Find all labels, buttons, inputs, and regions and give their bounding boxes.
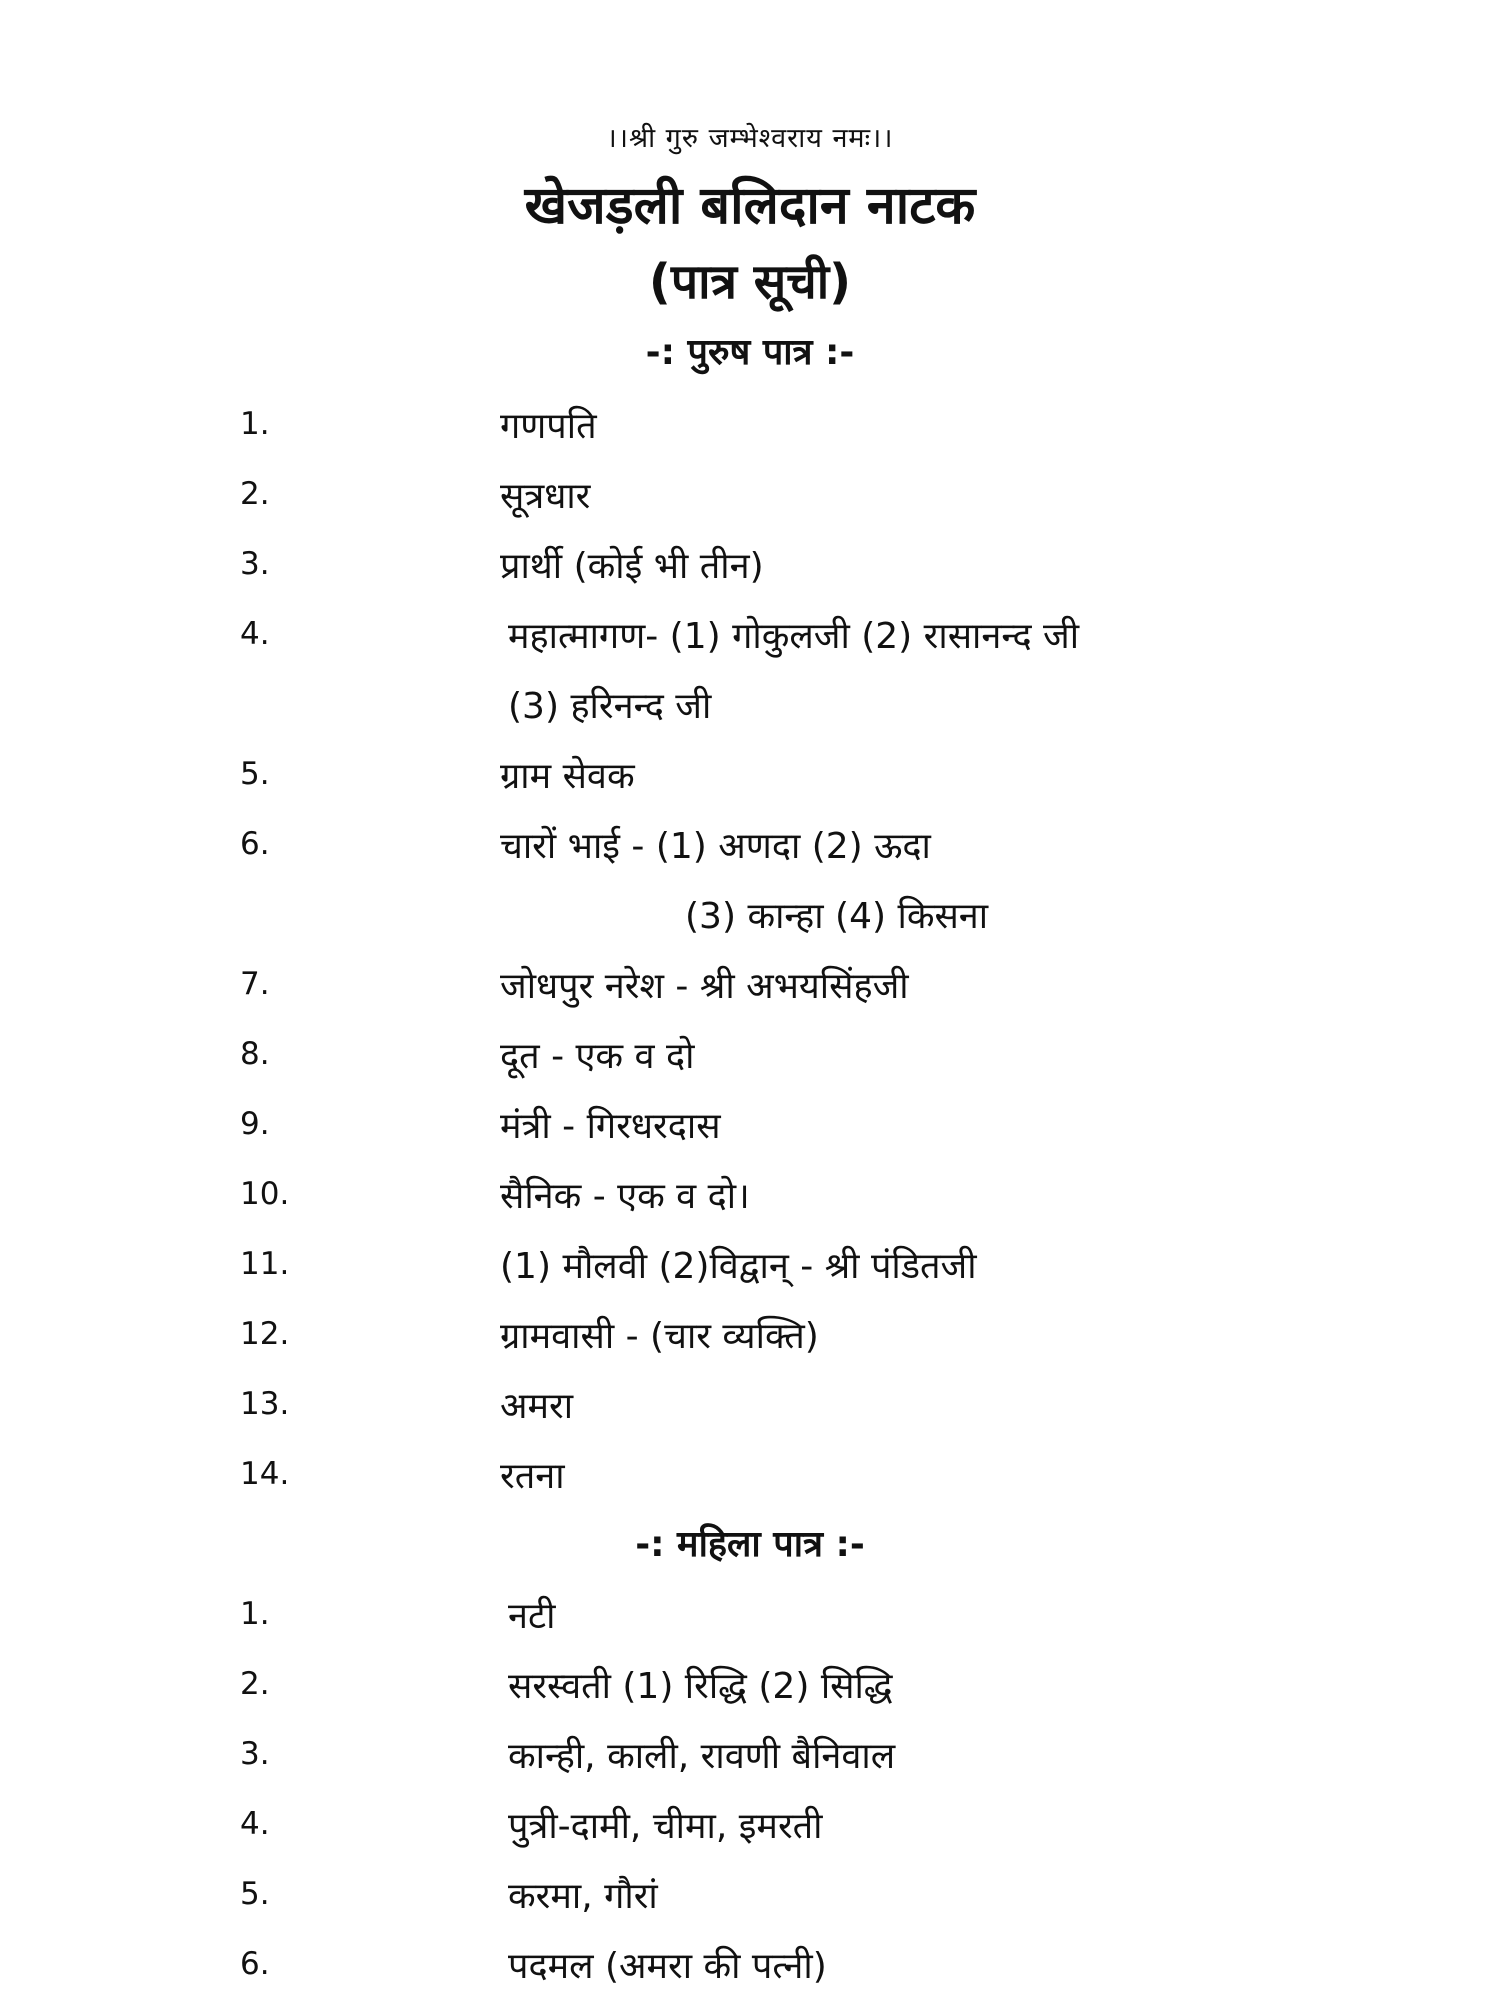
page-title: खेजड़ली बलिदान नाटक bbox=[524, 176, 976, 236]
list-item bbox=[0, 1730, 1500, 1780]
item-text: महात्मागण- (1) गोकुलजी (2) रासानन्द जी bbox=[508, 616, 1080, 657]
item-number: 5. bbox=[240, 756, 270, 792]
item-text-continuation: (3) हरिनन्द जी bbox=[508, 686, 712, 727]
list-item bbox=[0, 1450, 1500, 1500]
item-text: अमरा bbox=[500, 1386, 574, 1427]
list-item-continuation bbox=[0, 890, 1500, 940]
list-item bbox=[0, 470, 1500, 520]
list-item bbox=[0, 1940, 1500, 1990]
item-text: करमा, गौरां bbox=[508, 1876, 658, 1917]
item-number: 12. bbox=[240, 1316, 290, 1352]
item-text: (1) मौलवी (2)विद्वान् - श्री पंडितजी bbox=[500, 1246, 977, 1287]
item-number: 8. bbox=[240, 1036, 270, 1072]
list-item bbox=[0, 610, 1500, 660]
item-text: गणपति bbox=[500, 406, 597, 447]
female-section-heading: -: महिला पात्र :- bbox=[635, 1524, 865, 1565]
item-text: दूत - एक व दो bbox=[500, 1036, 695, 1077]
list-item bbox=[0, 1030, 1500, 1080]
list-item bbox=[0, 540, 1500, 590]
item-number: 5. bbox=[240, 1876, 270, 1912]
item-text: सूत्रधार bbox=[500, 476, 591, 517]
list-item bbox=[0, 1380, 1500, 1430]
list-item bbox=[0, 1660, 1500, 1710]
item-number: 9. bbox=[240, 1106, 270, 1142]
item-text: सैनिक - एक व दो। bbox=[500, 1176, 750, 1217]
item-text: प्रार्थी (कोई भी तीन) bbox=[500, 546, 764, 587]
list-item bbox=[0, 1590, 1500, 1640]
item-number: 14. bbox=[240, 1456, 290, 1492]
list-item bbox=[0, 1240, 1500, 1290]
list-item bbox=[0, 1170, 1500, 1220]
item-number: 13. bbox=[240, 1386, 290, 1422]
item-number: 7. bbox=[240, 966, 270, 1002]
list-item bbox=[0, 750, 1500, 800]
list-item bbox=[0, 1870, 1500, 1920]
item-text: ग्राम सेवक bbox=[500, 756, 635, 797]
page-subtitle: (पात्र सूची) bbox=[648, 254, 852, 310]
item-text: कान्ही, काली, रावणी बैनिवाल bbox=[508, 1736, 896, 1777]
list-item bbox=[0, 820, 1500, 870]
item-text: पुत्री-दामी, चीमा, इमरती bbox=[508, 1806, 823, 1847]
item-text: मंत्री - गिरधरदास bbox=[500, 1106, 721, 1147]
list-item bbox=[0, 400, 1500, 450]
item-number: 6. bbox=[240, 1946, 270, 1982]
item-text: पदमल (अमरा की पत्नी) bbox=[508, 1946, 827, 1987]
item-text: सरस्वती (1) रिद्धि (2) सिद्धि bbox=[508, 1666, 893, 1707]
item-text-continuation: (3) कान्हा (4) किसना bbox=[685, 896, 989, 937]
item-text: रतना bbox=[500, 1456, 565, 1497]
item-text: जोधपुर नरेश - श्री अभयसिंहजी bbox=[500, 966, 909, 1007]
list-item-continuation bbox=[0, 680, 1500, 730]
item-number: 3. bbox=[240, 1736, 270, 1772]
list-item bbox=[0, 1100, 1500, 1150]
item-number: 4. bbox=[240, 616, 270, 652]
item-number: 10. bbox=[240, 1176, 290, 1212]
item-text: ग्रामवासी - (चार व्यक्ति) bbox=[500, 1316, 819, 1357]
list-item bbox=[0, 1310, 1500, 1360]
item-number: 1. bbox=[240, 406, 270, 442]
list-item bbox=[0, 1800, 1500, 1850]
item-text: चारों भाई - (1) अणदा (2) ऊदा bbox=[500, 826, 931, 867]
item-text: नटी bbox=[508, 1596, 556, 1637]
list-item bbox=[0, 960, 1500, 1010]
item-number: 11. bbox=[240, 1246, 290, 1282]
male-section-heading: -: पुरुष पात्र :- bbox=[645, 332, 855, 373]
item-number: 1. bbox=[240, 1596, 270, 1632]
item-number: 2. bbox=[240, 476, 270, 512]
item-number: 3. bbox=[240, 546, 270, 582]
invocation-line: ।।श्री गुरु जम्भेश्वराय नमः।। bbox=[606, 123, 894, 154]
item-number: 4. bbox=[240, 1806, 270, 1842]
item-number: 6. bbox=[240, 826, 270, 862]
item-number: 2. bbox=[240, 1666, 270, 1702]
